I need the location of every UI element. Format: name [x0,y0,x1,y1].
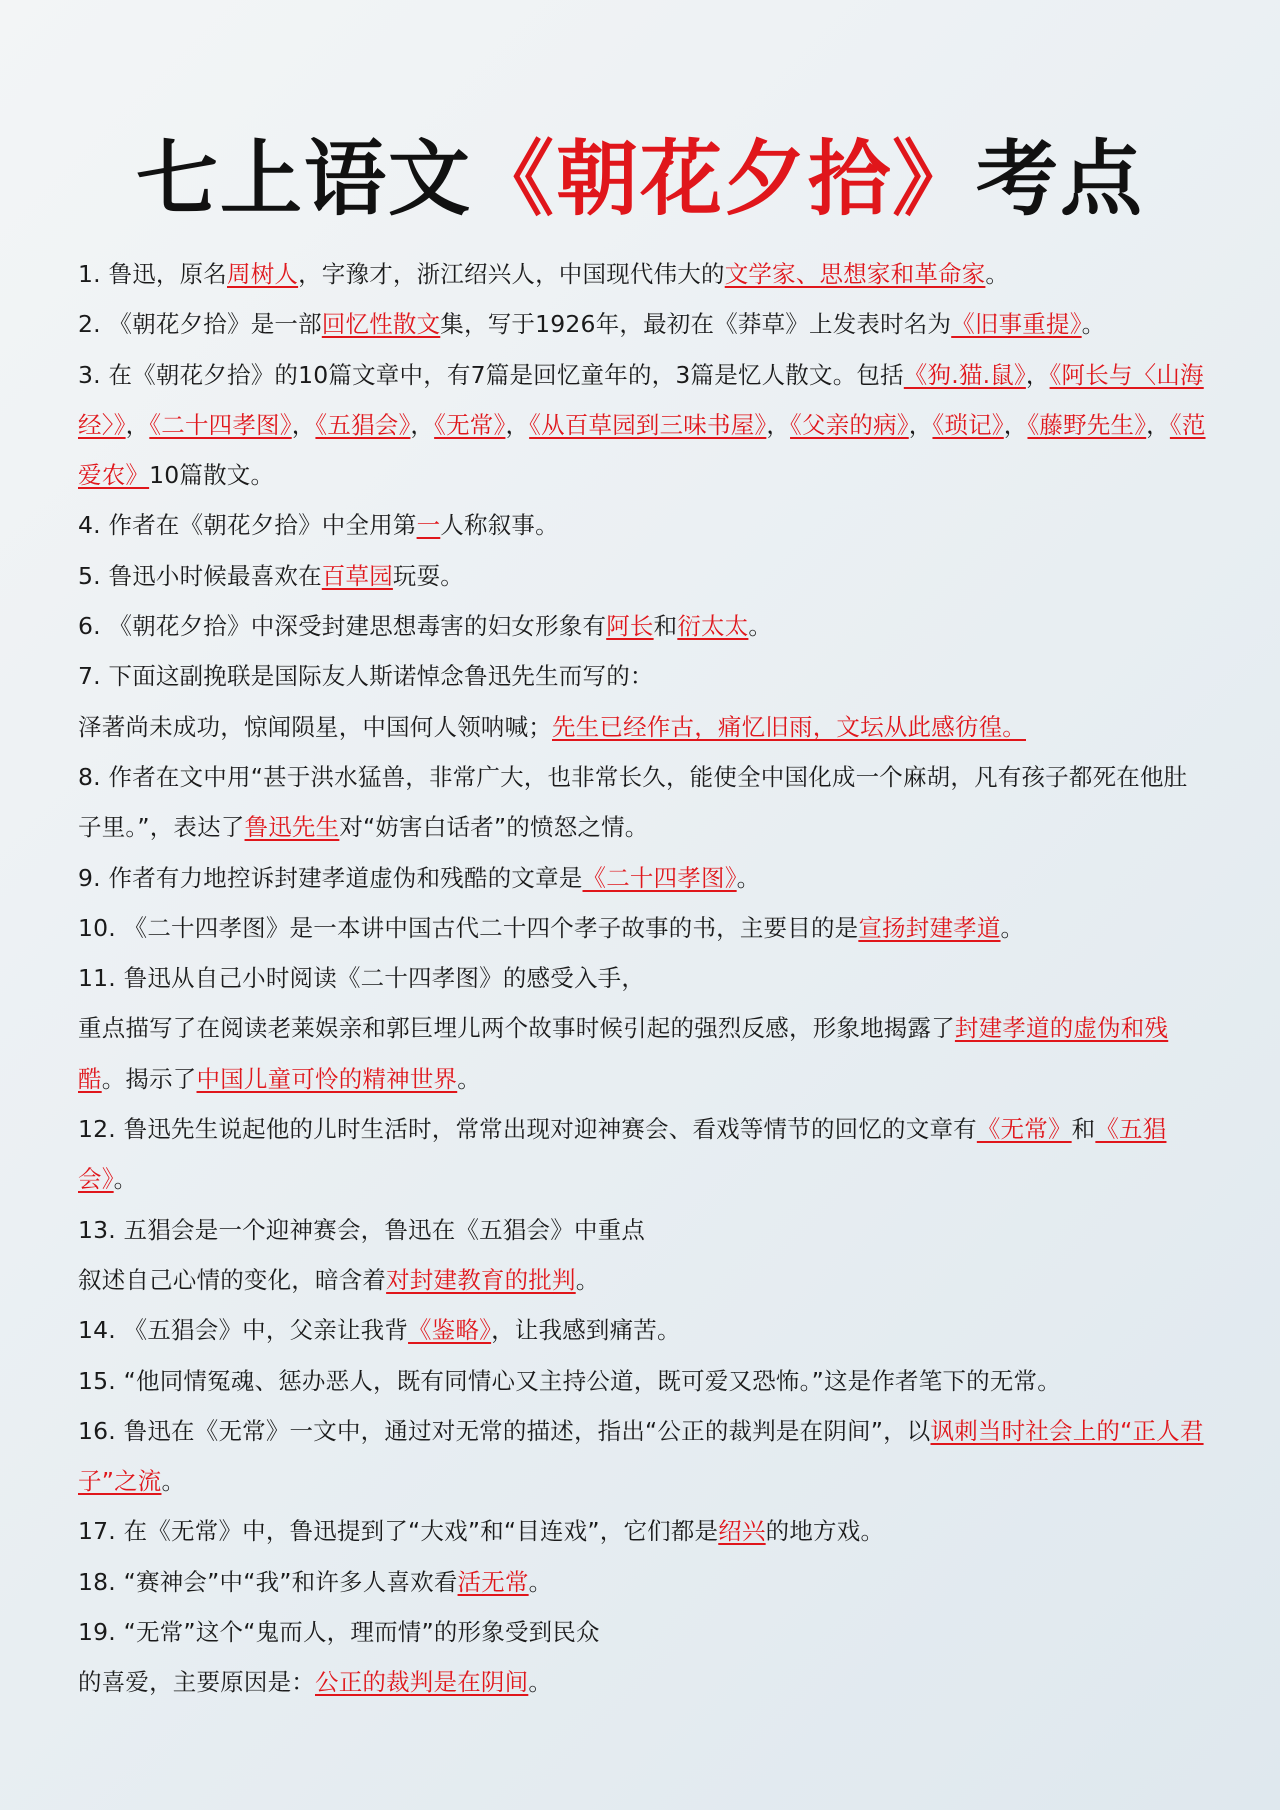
point-text: 15. “他同情冤魂、惩办恶人，既有同情心又主持公道，既可爱又恐怖。”这是作者笔下的无常。 [78,1366,1061,1395]
exam-point [78,1506,1208,1556]
point-text: 的喜爱，主要原因是： [78,1668,315,1697]
exam-point [78,903,1208,953]
point-text: 16. 鲁迅在《无常》一文中，通过对无常的描述，指出“公正的裁判是在阴间”，以 [78,1416,931,1445]
answer-highlight: 讽刺当时社会上的“正人君子”之流 [78,1416,1204,1496]
point-text: 6. 《朝花夕拾》中深受封建思想毒害的妇女形象有 [78,612,607,641]
answer-highlight: 《二十四孝图》 [149,410,292,439]
exam-point [78,853,1208,903]
point-text: 17. 在《无常》中，鲁迅提到了“大戏”和“目连戏”，它们都是 [78,1517,719,1546]
answer-highlight: 《琐记》 [932,410,1004,439]
answer-highlight: 活无常 [457,1567,529,1596]
answer-highlight: 文学家、思想家和革命家 [724,260,986,288]
answer-highlight: 《五猖会》 [78,1115,1167,1194]
point-text: 。 [736,863,761,892]
exam-point [78,702,1208,752]
point-text: ， [125,410,150,439]
answer-highlight: 《鉴略》 [408,1316,492,1345]
point-text: 集，写于1926年，最初在《莽草》上发表时名为 [440,310,952,339]
page-title [0,133,1280,227]
point-text: 5. 鲁迅小时候最喜欢在 [78,561,322,590]
answer-highlight: 《从百草园到三味书屋》 [529,410,767,439]
point-text: 18. “赛神会”中“我”和许多人喜欢看 [78,1567,458,1596]
answer-highlight: 中国儿童可怜的精神世界 [196,1064,458,1093]
point-text: 10篇散文。 [149,461,275,490]
point-text: 叙述自己心情的变化，暗含着 [78,1265,387,1294]
point-text: ， [291,410,316,439]
title-prefix: 七上语文 [135,131,472,227]
exam-point [78,1607,1208,1657]
point-text: 和 [1071,1115,1096,1144]
exam-point [78,299,1208,349]
point-text: 。 [528,1567,553,1596]
point-text: ， [1146,410,1170,439]
exam-point [78,1406,1208,1507]
answer-highlight: 《无常》 [976,1115,1072,1144]
answer-highlight: 阿长 [606,612,654,641]
exam-point [78,1305,1208,1355]
title-book-name: 《朝花夕拾》 [471,131,976,227]
exam-point [78,953,1208,1003]
point-text: 的地方戏。 [765,1517,885,1546]
answer-highlight: 回忆性散文 [321,310,441,339]
exam-points-list [78,249,1208,1708]
answer-highlight: 周树人 [227,260,299,288]
point-text: 7. 下面这副挽联是国际友人斯诺悼念鲁迅先生而写的： [78,662,654,691]
exam-point [78,350,1208,501]
exam-point [78,1657,1208,1707]
answer-highlight: 百草园 [321,561,393,590]
exam-point [78,1205,1208,1255]
point-text: 人称叙事。 [440,511,559,540]
answer-highlight: 《无常》 [434,410,506,439]
point-text: 。 [748,612,773,641]
point-text: 。 [457,1064,481,1093]
point-text: 。 [575,1265,600,1294]
title-suffix: 考点 [976,131,1145,227]
point-text: 13. 五猖会是一个迎神赛会，鲁迅在《五猖会》中重点 [78,1215,646,1244]
point-text: ， [1025,360,1050,389]
point-text: 。揭示了 [101,1064,197,1093]
answer-highlight: 《藤野先生》 [1027,410,1147,439]
exam-point [78,249,1208,299]
exam-point [78,1557,1208,1607]
exam-point [78,1003,1208,1104]
point-text: 2. 《朝花夕拾》是一部 [78,310,322,339]
point-text: ，让我感到痛苦。 [491,1316,681,1345]
answer-highlight: 绍兴 [718,1517,766,1546]
answer-highlight: 《二十四孝图》 [582,863,737,892]
point-text: 14. 《五猖会》中，父亲让我背 [78,1316,409,1345]
point-text: 。 [528,1668,553,1697]
point-text: 。 [1000,913,1025,942]
point-text: 。 [1081,310,1106,339]
exam-point [78,601,1208,651]
point-text: ， [766,410,791,439]
answer-highlight: 宣扬封建孝道 [858,913,1001,942]
exam-point [78,500,1208,550]
point-text: ， [908,410,933,439]
answer-highlight: 衍太太 [677,612,749,641]
point-text: 重点描写了在阅读老莱娱亲和郭巨埋儿两个故事时候引起的强烈反感，形象地揭露了 [78,1014,955,1043]
exam-point [78,1104,1208,1205]
point-text: 19. “无常”这个“鬼而人，理而情”的形象受到民众 [78,1618,600,1647]
point-text: 8. 作者在文中用“甚于洪水猛兽，非常广大，也非常长久，能使全中国化成一个麻胡，凡有孩子都死在他肚子里。”，表达了 [78,762,1188,842]
point-text: ， [505,410,530,439]
point-text: 。 [161,1467,186,1496]
point-text: 11. 鲁迅从自己小时阅读《二十四孝图》的感受入手， [78,964,646,993]
point-text: ，字豫才，浙江绍兴人，中国现代伟大的 [298,260,725,288]
answer-highlight: 《旧事重提》 [951,310,1082,339]
answer-highlight: 《五猖会》 [315,410,411,439]
exam-point [78,752,1208,853]
point-text: 10. 《二十四孝图》是一本讲中国古代二十四个孝子故事的书，主要目的是 [78,913,859,942]
point-text: 4. 作者在《朝花夕拾》中全用第 [78,511,417,540]
exam-point [78,551,1208,601]
point-text: 对“妨害白话者”的愤怒之情。 [339,813,649,842]
point-text: 3. 在《朝花夕拾》的10篇文章中，有7篇是回忆童年的，3篇是忆人散文。包括 [78,360,904,389]
answer-highlight: 公正的裁判是在阴间 [315,1668,529,1697]
point-text: 和 [653,612,678,641]
point-text: ， [410,410,435,439]
answer-highlight: 《范爱农》 [78,410,1206,490]
answer-highlight: 《狗.猫.鼠》 [903,360,1026,389]
answer-highlight: 先生已经作古，痛忆旧雨，文坛从此感彷徨。 [552,712,1026,741]
point-text: ， [1003,410,1028,439]
answer-highlight: 《父亲的病》 [790,410,909,439]
point-text: 玩耍。 [392,561,465,590]
point-text: 泽著尚未成功，惊闻陨星，中国何人领呐喊； [78,712,552,741]
answer-highlight: 对封建教育的批判 [386,1265,576,1294]
answer-highlight: 一 [416,511,441,540]
point-text: 9. 作者有力地控诉封建孝道虚伪和残酷的文章是 [78,863,583,892]
exam-point [78,651,1208,701]
answer-highlight: 《阿长与〈山海经〉》 [78,360,1204,439]
answer-highlight: 封建孝道的虚伪和残酷 [78,1014,1169,1093]
point-text: 1. 鲁迅，原名 [78,260,227,288]
point-text: 12. 鲁迅先生说起他的儿时生活时，常常出现对迎神赛会、看戏等情节的回忆的文章有 [78,1115,977,1144]
point-text: 。 [113,1165,138,1194]
answer-highlight: 鲁迅先生 [244,813,340,842]
point-text: 。 [985,260,1010,288]
exam-point [78,1356,1208,1406]
exam-point [78,1255,1208,1305]
